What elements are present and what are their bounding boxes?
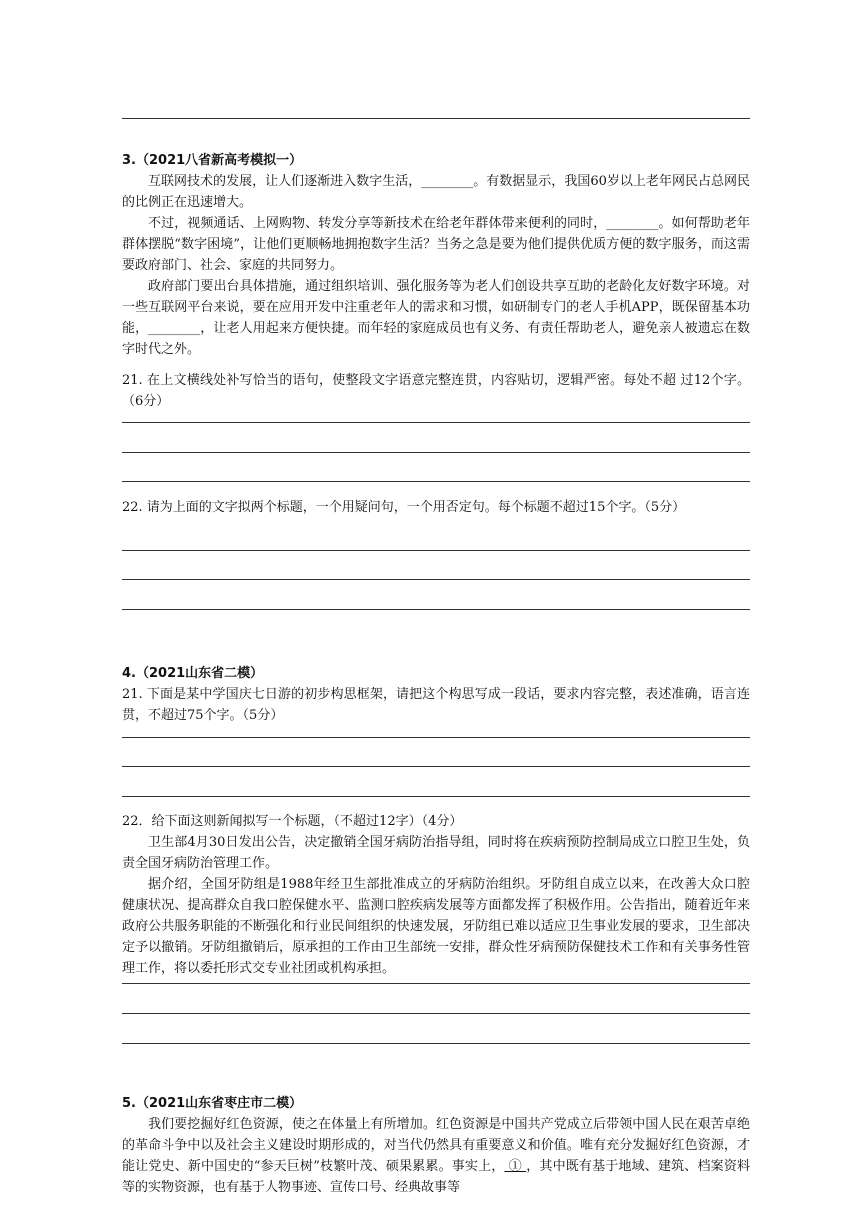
answer-line[interactable] <box>122 609 750 610</box>
answer-line[interactable] <box>122 481 750 482</box>
answer-line[interactable] <box>122 1013 750 1014</box>
section-3-heading: 3.（2021八省新高考模拟一） <box>122 153 303 168</box>
answer-line[interactable] <box>122 766 750 767</box>
answer-line[interactable] <box>122 1043 750 1044</box>
answer-line[interactable] <box>122 579 750 580</box>
answer-line[interactable] <box>122 422 750 423</box>
section-5-text-a: 我们要挖掘好红色资源，使之在体量上有所增加。红色资源是中国共产党成立后带领中国人民在艰苦卓绝的革命斗争中以及社会主义建设时期形成的，对当代仍然具有重要意义和价值。唯有充分发掘好红色资源，才能让党史、新中国史的“参天巨树”枝繁叶茂、硕果累累。事实上， <box>122 1117 750 1174</box>
separator-line <box>122 118 750 119</box>
blank-1: ① <box>504 1159 527 1174</box>
question-21-text: 21. 在上文横线处补写恰当的语句，使整段文字语意完整连贯，内容贴切，逻辑严密。每处不超 过12个字。（6分） <box>122 373 750 409</box>
section-5-text-b: ，其中既有基于地域、建筑、档案资料等的实物资源，也有基于人物事迹、宣传口号、经典故事等 <box>122 1159 750 1195</box>
answer-line[interactable] <box>122 737 750 738</box>
answer-line[interactable] <box>122 550 750 551</box>
question-22-text: 22. 请为上面的文字拟两个标题，一个用疑问句，一个用否定句。每个标题不超过15个字。（5分） <box>122 500 686 515</box>
answer-line[interactable] <box>122 452 750 453</box>
answer-line[interactable] <box>122 983 750 984</box>
section-3-paragraph-2: 不过，视频通话、上网购物、转发分享等新技术在给老年群体带来便利的同时，________。如何帮助老年群体摆脱“数字困境”，让他们更顺畅地拥抱数字生活？当务之急是要为他们提供优质方便的数字服务，而这需要政府部门、社会、家庭的共同努力。 <box>122 216 750 273</box>
section-5-paragraph <box>122 1114 750 1198</box>
section-3-paragraph-3: 政府部门要出台具体措施，通过组织培训、强化服务等为老人们创设共享互助的老龄化友好数字环境。对一些互联网平台来说，要在应用开发中注重老年人的需求和习惯，如研制专门的老人手机APP，既保留基本功能，________，让老人用起来方便快捷。而年轻的家庭成员也有义务、有责任帮助老人，避免亲人被遗忘在数字时代之外。 <box>122 279 750 357</box>
section-4-heading: 4.（2021山东省二模） <box>122 666 264 681</box>
question-22-text: 22．给下面这则新闻拟写一个标题，（不超过12字）（4分） <box>122 814 463 829</box>
section-5-heading: 5.（2021山东省枣庄市二模） <box>122 1096 303 1111</box>
news-paragraph-2: 据介绍，全国牙防组是1988年经卫生部批准成立的牙病防治组织。牙防组自成立以来，在改善大众口腔健康状况、提高群众自我口腔保健水平、监测口腔疾病发展等方面都发挥了积极作用。公告指出，随着近年来政府公共服务职能的不断强化和行业民间组织的快速发展，牙防组已难以适应卫生事业发展的要求，卫生部决定予以撤销。牙防组撤销后，原承担的工作由卫生部统一安排，群众性牙病预防保健技术工作和有关事务性管理工作，将以委托形式交专业社团或机构承担。 <box>122 877 750 976</box>
section-3-paragraph-1: 互联网技术的发展，让人们逐渐进入数字生活，________。有数据显示，我国60岁以上老年网民占总网民的比例正在迅速增大。 <box>122 174 750 210</box>
news-paragraph-1: 卫生部4月30日发出公告，决定撤销全国牙病防治指导组，同时将在疾病预防控制局成立口腔卫生处，负责全国牙病防治管理工作。 <box>122 835 750 871</box>
answer-line[interactable] <box>122 796 750 797</box>
question-21-text: 21. 下面是某中学国庆七日游的初步构思框架，请把这个构思写成一段话，要求内容完整，表述准确，语言连贯，不超过75个字。（5分） <box>122 687 750 723</box>
